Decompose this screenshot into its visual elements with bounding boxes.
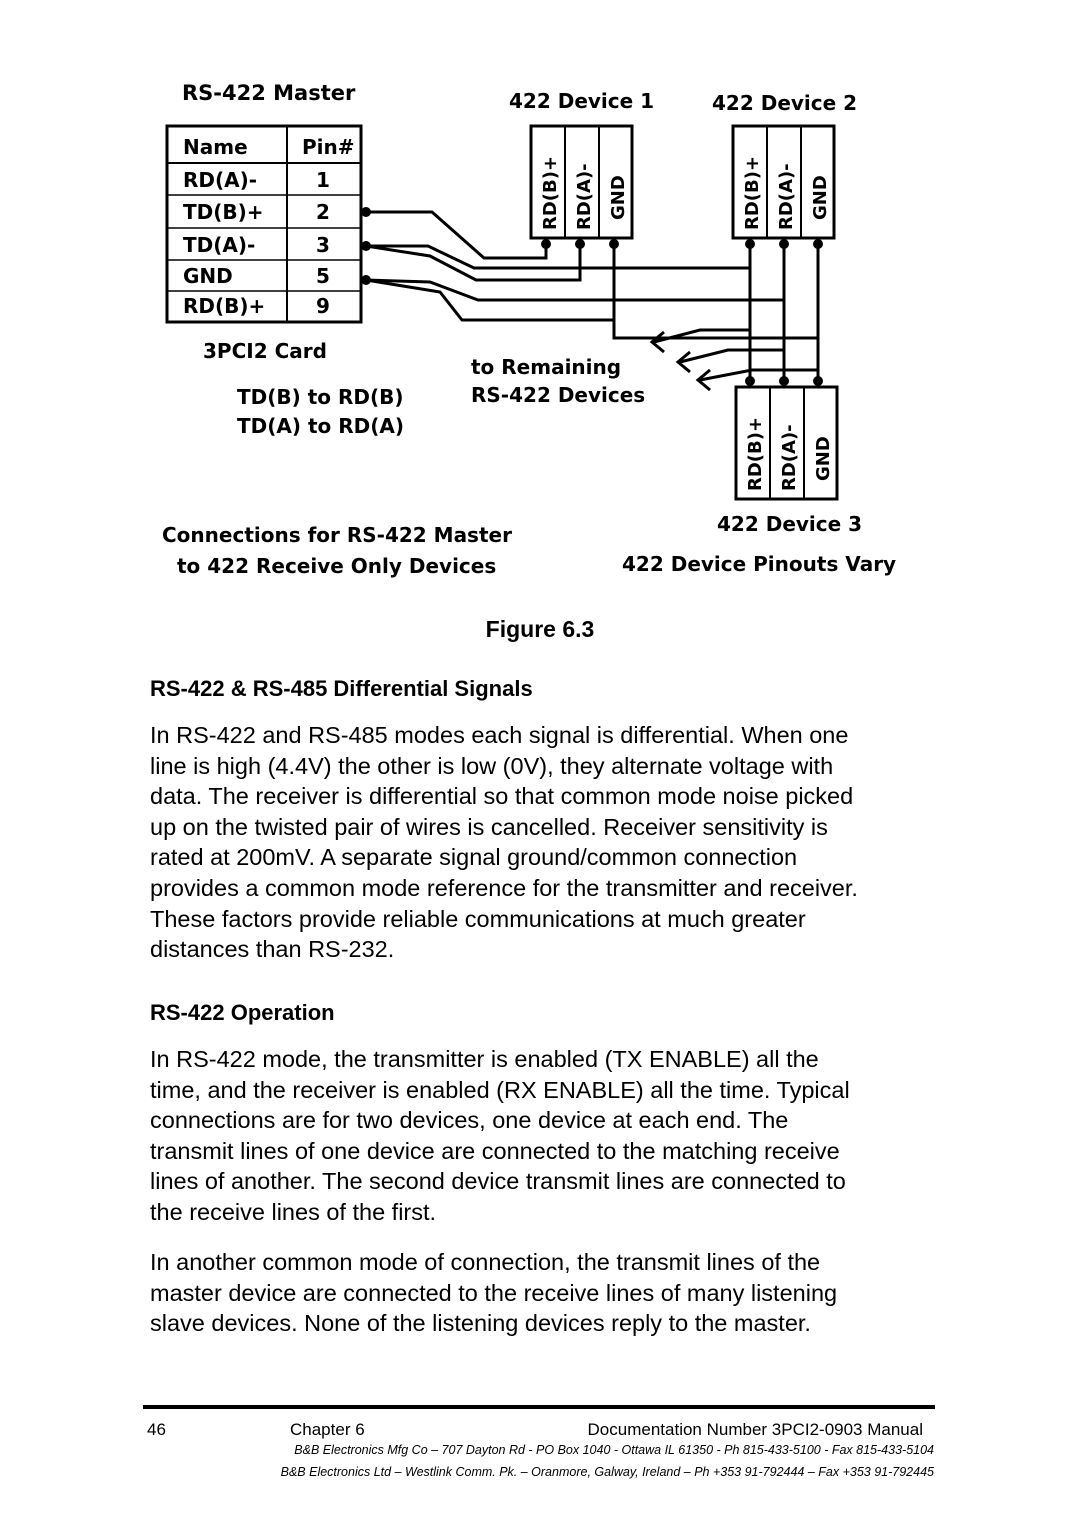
text-line: These factors provide reliable communications at much greater bbox=[150, 905, 806, 932]
device3-pin-rdb: RD(B)+ bbox=[745, 416, 766, 491]
master-title: RS-422 Master bbox=[182, 81, 356, 105]
device1-pin-gnd: GND bbox=[608, 175, 629, 220]
remaining-line-1: to Remaining bbox=[471, 355, 622, 379]
address-ie: B&B Electronics Ltd – Westlink Comm. Pk. – Oranmore, Galway, Ireland – Ph +353 91-792444 – Fax +353 91-792445 bbox=[280, 1465, 934, 1479]
text-line: In RS-422 and RS-485 modes each signal is differential. When one bbox=[150, 722, 849, 748]
table-cell-name: RD(B)+ bbox=[183, 294, 266, 318]
text-line: In RS-422 mode, the transmitter is enabled (TX ENABLE) all the bbox=[150, 1046, 819, 1072]
table-cell-pin: 5 bbox=[316, 264, 330, 288]
paragraph-differential bbox=[150, 720, 950, 965]
card-label: 3PCI2 Card bbox=[203, 339, 327, 363]
section-heading-differential: RS-422 & RS-485 Differential Signals bbox=[150, 676, 533, 701]
address-us: B&B Electronics Mfg Co – 707 Dayton Rd - PO Box 1040 - Ottawa IL 61350 - Ph 815-433-5100 - Fax 815-433-5104 bbox=[294, 1443, 934, 1457]
section-heading-operation: RS-422 Operation bbox=[150, 1000, 335, 1025]
note-line-1: TD(B) to RD(B) bbox=[237, 385, 404, 409]
remaining-line-2: RS-422 Devices bbox=[471, 383, 646, 407]
text-line: In another common mode of connection, the transmit lines of the bbox=[150, 1249, 821, 1275]
page-number: 46 bbox=[147, 1420, 166, 1439]
text-line: data. The receiver is differential so that common mode noise picked bbox=[150, 783, 854, 810]
doc-number: Documentation Number 3PCI2-0903 Manual bbox=[587, 1420, 923, 1439]
caption-line-2: to 422 Receive Only Devices bbox=[177, 554, 497, 578]
device2-label: 422 Device 2 bbox=[712, 91, 858, 115]
footer-divider bbox=[143, 1405, 935, 1409]
table-header-name: Name bbox=[183, 135, 248, 159]
text-line: slave devices. None of the listening devices reply to the master. bbox=[150, 1310, 811, 1337]
text-line: the receive lines of the first. bbox=[150, 1198, 437, 1225]
text-line: up on the twisted pair of wires is cancelled. Receiver sensitivity is bbox=[150, 813, 828, 840]
table-header-pin: Pin# bbox=[302, 135, 355, 159]
device3-label: 422 Device 3 bbox=[717, 512, 863, 536]
text-line: rated at 200mV. A separate signal ground/common connection bbox=[150, 844, 798, 871]
device2-pin-rda: RD(A)- bbox=[776, 163, 797, 230]
text-line: provides a common mode reference for the transmitter and receiver. bbox=[150, 874, 858, 901]
caption-line-1: Connections for RS-422 Master bbox=[162, 523, 512, 547]
text-line: connections are for two devices, one device at each end. The bbox=[150, 1107, 789, 1134]
paragraph-operation-1 bbox=[150, 1044, 950, 1228]
table-cell-name: GND bbox=[183, 264, 233, 288]
device2-pin-rdb: RD(B)+ bbox=[742, 155, 763, 230]
table-cell-name: TD(B)+ bbox=[183, 200, 264, 224]
table-cell-pin: 1 bbox=[316, 168, 330, 192]
text-line: distances than RS-232. bbox=[150, 936, 395, 963]
paragraph-operation-2 bbox=[150, 1247, 950, 1339]
device1-label: 422 Device 1 bbox=[509, 89, 655, 113]
pinout-note: 422 Device Pinouts Vary bbox=[622, 552, 897, 576]
table-cell-name: TD(A)- bbox=[183, 233, 256, 257]
table-cell-pin: 3 bbox=[316, 233, 330, 257]
text-line: master device are connected to the receive lines of many listening bbox=[150, 1279, 838, 1306]
device2-pin-gnd: GND bbox=[810, 175, 831, 220]
device1-pin-rda: RD(A)- bbox=[574, 163, 595, 230]
text-line: lines of another. The second device transmit lines are connected to bbox=[150, 1168, 846, 1195]
device3-pin-rda: RD(A)- bbox=[779, 424, 800, 491]
table-cell-pin: 9 bbox=[316, 294, 330, 318]
device1-pin-rdb: RD(B)+ bbox=[540, 155, 561, 230]
table-cell-name: RD(A)- bbox=[183, 168, 258, 192]
text-line: transmit lines of one device are connected to the matching receive bbox=[150, 1137, 840, 1164]
figure-label: Figure 6.3 bbox=[485, 616, 595, 642]
chapter-label: Chapter 6 bbox=[290, 1420, 365, 1439]
text-line: time, and the receiver is enabled (RX ENABLE) all the time. Typical bbox=[150, 1076, 850, 1103]
rs422-connection-diagram bbox=[0, 0, 1080, 600]
note-line-2: TD(A) to RD(A) bbox=[237, 414, 404, 438]
text-line: line is high (4.4V) the other is low (0V), they alternate voltage with bbox=[150, 752, 834, 779]
device3-pin-gnd: GND bbox=[813, 436, 834, 481]
table-cell-pin: 2 bbox=[316, 200, 330, 224]
